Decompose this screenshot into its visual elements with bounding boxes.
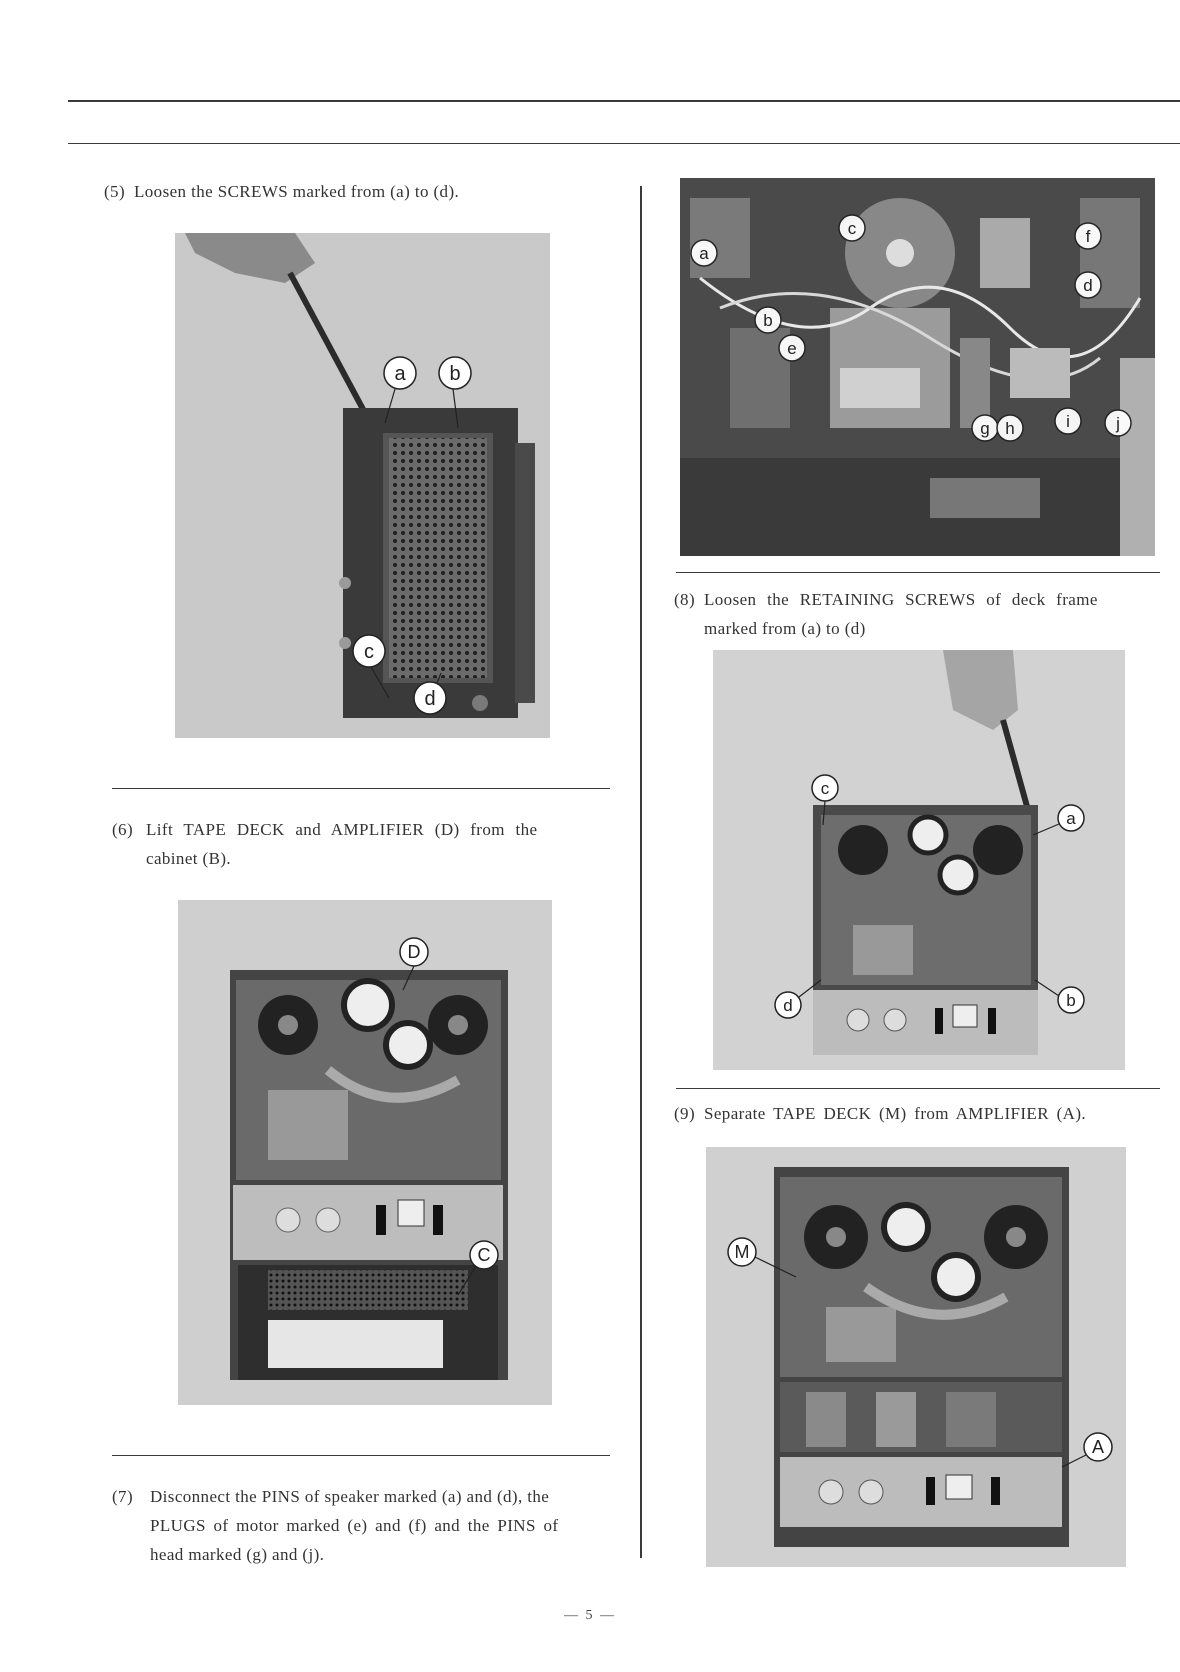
step-6-rule [112,788,610,789]
step-5-text: Loosen the SCREWS marked from (a) to (d). [134,182,460,201]
step-9-rule [676,1088,1160,1089]
step-8-text-line1: Loosen the RETAINING SCREWS of deck frame [704,590,1098,609]
p5-callout-a: a [394,363,406,385]
photo-step-5 [175,233,550,738]
header-rule-bottom [68,143,1180,144]
p6-callout-D: D [407,942,421,962]
step-7-text-line3: head marked (g) and (j). [150,1545,325,1564]
step-6-text-line2: cabinet (B). [146,849,232,868]
step-8-number: (8) [674,590,696,609]
step-6-caption [112,815,612,875]
photo-step-7 [680,178,1155,556]
step-7-number: (7) [112,1487,134,1506]
p7-callout-g: g [980,419,990,438]
p9-callout-A: A [1091,1437,1105,1457]
step-6-number: (6) [112,820,134,839]
step-8-text-line2: marked from (a) to (d) [704,619,866,638]
step-9-number: (9) [674,1104,696,1123]
column-divider [640,186,642,1558]
p7-callout-j: j [1116,414,1120,433]
step-5-number: (5) [104,182,126,201]
p7-callout-a: a [699,244,709,263]
step-7-rule [112,1455,610,1456]
step-6-text-line1: Lift TAPE DECK and AMPLIFIER (D) from the [146,820,538,839]
step-9-caption [674,1100,1174,1128]
p6-callout-C: C [477,1245,491,1265]
step-7-text-line2: PLUGS of motor marked (e) and (f) and the PINS of [150,1516,559,1535]
step-7-text-line1: Disconnect the PINS of speaker marked (a) and (d), the [150,1487,550,1506]
p5-callout-b: b [449,363,461,385]
p7-callout-e: e [787,339,797,358]
header-rule-top [68,100,1180,102]
photo-step-9 [706,1147,1126,1567]
p7-callout-c: c [847,219,857,238]
p8-callout-b: b [1066,991,1076,1010]
p7-callout-d: d [1083,276,1093,295]
step-7-caption [112,1482,617,1572]
p7-callout-i: i [1066,412,1070,431]
p5-callout-c: c [364,641,374,663]
p7-callout-h: h [1005,419,1015,438]
step-9-text: Separate TAPE DECK (M) from AMPLIFIER (A). [704,1104,1087,1123]
step-8-caption [674,585,1174,645]
p5-callout-d: d [424,688,436,710]
p8-callout-c: c [820,779,830,798]
photo-step-8 [713,650,1125,1070]
page-number: — 5 — [564,1608,616,1623]
p7-callout-f: f [1085,227,1091,246]
step-8-rule [676,572,1160,573]
p8-callout-a: a [1066,809,1076,828]
p9-callout-M: M [734,1242,750,1262]
p7-callout-b: b [763,311,773,330]
photo-step-6 [178,900,552,1405]
step-5-caption [104,178,459,206]
p8-callout-d: d [783,996,793,1015]
